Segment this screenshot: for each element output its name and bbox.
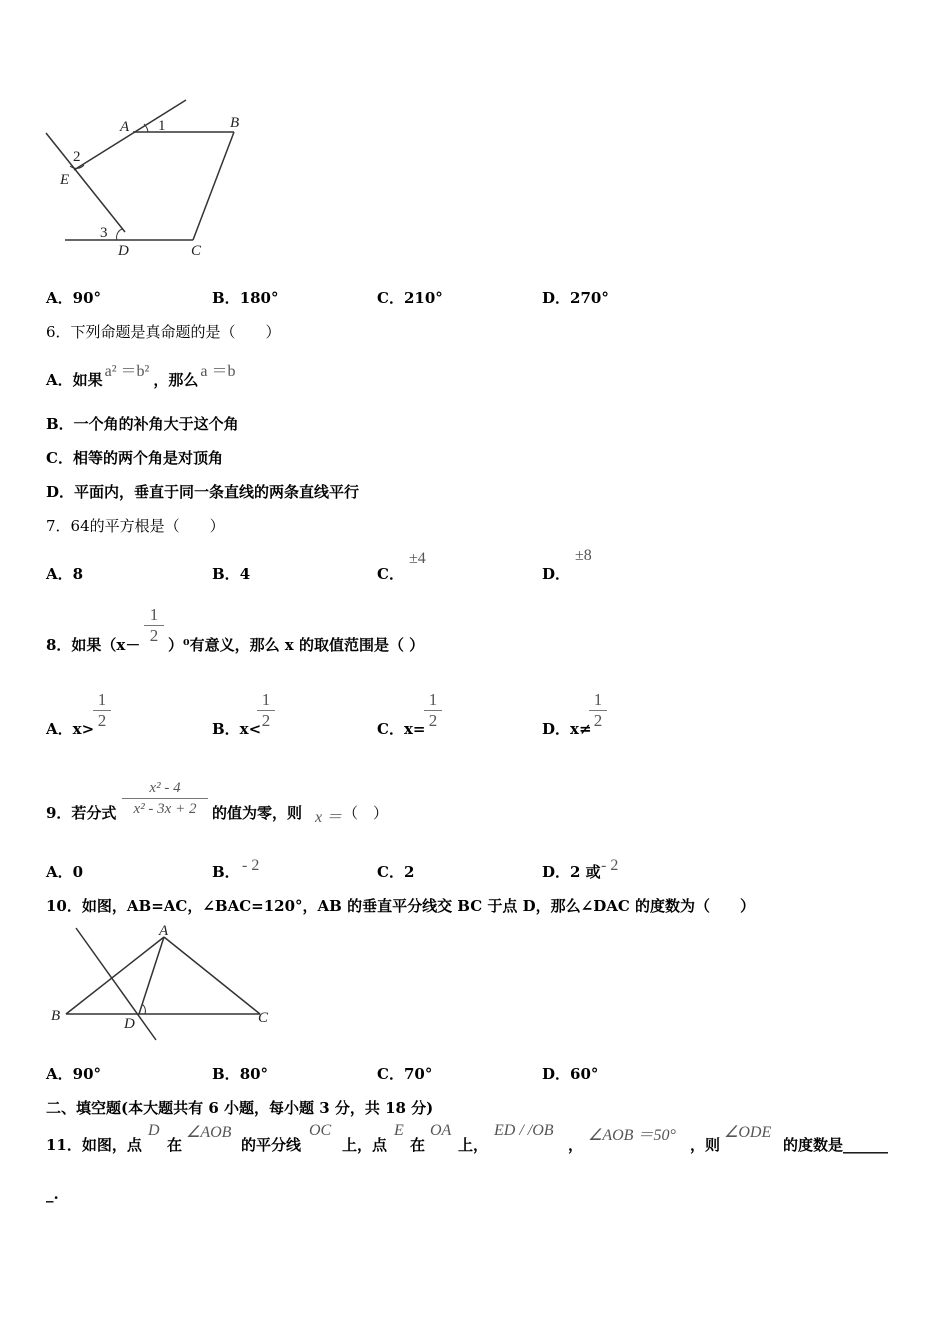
option-text: 8 — [72, 565, 84, 583]
q5-option-c — [377, 287, 443, 308]
q6-option-a-mid: ，那么 — [153, 371, 199, 389]
q9-stem-prefix-text: 9．若分式 — [46, 804, 117, 822]
q9-stem-math: x ＝ — [315, 809, 343, 826]
option-text: 270° — [570, 289, 609, 307]
option-letter: A． — [46, 863, 73, 881]
q11-t4: 上，点 — [342, 1136, 388, 1154]
q11-tail: _. — [46, 1185, 59, 1203]
option-letter: D． — [542, 565, 571, 583]
option-letter: A． — [46, 565, 73, 583]
option-text: 0 — [72, 863, 84, 881]
q6-option-a-math1: a² ＝b² — [104, 363, 150, 380]
q6-option-a-math2: a ＝b — [200, 363, 236, 380]
q11-t3: 的平分线 — [241, 1136, 302, 1154]
q11-m8: ∠ODE — [724, 1124, 772, 1141]
q9-option-b — [212, 861, 240, 882]
q8-stem-suffix — [168, 634, 424, 655]
q9-option-d-math: - 2 — [601, 857, 619, 874]
fraction-denominator: 2 — [97, 711, 107, 730]
q11-t8: ，则 — [690, 1136, 721, 1154]
option-text: 2 — [403, 863, 415, 881]
q6-option-a-prefix: A．如果 — [46, 371, 103, 389]
q8-option-a — [46, 718, 94, 739]
line-ray-b — [74, 100, 186, 170]
option-letter: B． — [212, 565, 240, 583]
figure-quadrilateral — [40, 95, 260, 265]
label-b: B — [230, 115, 240, 131]
q5-option-b — [212, 287, 279, 308]
segment-ad — [139, 937, 164, 1014]
section-title: 二、填空题(本大题共有 6 小题，每小题 3 分，共 18 分) — [46, 1099, 434, 1117]
q11-m1: D — [148, 1122, 160, 1139]
label-angle-1: 1 — [158, 118, 166, 134]
q7-option-d-math: ±8 — [575, 547, 592, 564]
q9-stem-suffix: （ ） — [343, 804, 389, 822]
q11-m6: ED / /OB — [494, 1122, 554, 1139]
option-label: C．x= — [377, 720, 426, 738]
q7-option-d — [542, 563, 570, 584]
option-letter: D． — [542, 863, 571, 881]
q10-option-a — [46, 1063, 101, 1084]
q10-option-b — [212, 1063, 268, 1084]
label-c: C — [258, 1010, 269, 1026]
segment-ba — [66, 937, 164, 1014]
q9-stem-mid — [212, 802, 302, 823]
option-letter: B． — [212, 289, 240, 307]
label-d: D — [124, 1016, 135, 1032]
option-text: 210° — [403, 289, 443, 307]
q9-option-c — [377, 861, 414, 882]
q8-option-a-fraction — [93, 690, 111, 731]
q8-option-d-fraction — [589, 690, 607, 731]
fraction-denominator: 2 — [149, 626, 159, 645]
option-text: 60° — [570, 1065, 599, 1083]
option-letter: C． — [377, 289, 404, 307]
q10-option-d — [542, 1063, 598, 1084]
option-label: A．x> — [46, 720, 95, 738]
q6-option-b: B．一个角的补角大于这个角 — [46, 415, 239, 433]
label-a: A — [120, 119, 130, 135]
q6-option-c: C．相等的两个角是对顶角 — [46, 449, 223, 467]
q11-t2: 在 — [167, 1136, 183, 1154]
fraction-numerator: 1 — [261, 690, 271, 709]
q11-m7: ∠AOB ＝50° — [588, 1127, 676, 1144]
q8-option-c-fraction — [424, 690, 442, 731]
q11-m2: ∠AOB — [186, 1124, 232, 1141]
label-d: D — [118, 243, 129, 259]
q8-option-b — [212, 718, 261, 739]
q5-option-d — [542, 287, 609, 308]
q11-t9: 的度数是______ — [783, 1136, 889, 1154]
fraction-numerator: 1 — [97, 690, 107, 709]
line-ray-a — [46, 133, 125, 232]
arc-angle-3 — [117, 229, 122, 240]
q9-option-d — [542, 861, 601, 882]
q7-stem-text: 7．64的平方根是（ ） — [46, 517, 225, 535]
option-letter: A． — [46, 289, 73, 307]
q9-fraction — [122, 778, 208, 819]
option-letter: D． — [542, 289, 571, 307]
option-letter: C． — [377, 1065, 404, 1083]
fraction-denominator: 2 — [593, 711, 603, 730]
perpendicular-bisector — [76, 928, 156, 1040]
q8-stem-suffix-text: ）⁰有意义，那么 x 的取值范围是（ ） — [168, 636, 425, 654]
option-letter: B． — [212, 1065, 240, 1083]
label-c: C — [191, 243, 202, 259]
q11-t5: 在 — [410, 1136, 426, 1154]
option-text: 90° — [72, 289, 102, 307]
label-angle-2: 2 — [73, 149, 81, 165]
label-angle-3: 3 — [100, 225, 108, 241]
label-a: A — [159, 923, 169, 939]
q10-stem-text: 10．如图，AB=AC，∠BAC=120°，AB 的垂直平分线交 BC 于点 D，那么∠DAC 的度数为（ ） — [46, 897, 756, 915]
q11-t1: 11．如图，点 — [46, 1136, 142, 1154]
q8-option-b-fraction — [257, 690, 275, 731]
q6-stem: 6．下列命题是真命题的是（ ） — [46, 323, 281, 341]
q9-option-a — [46, 861, 83, 882]
figure-triangle — [46, 922, 272, 1044]
option-text: 70° — [403, 1065, 433, 1083]
fraction-denominator: 2 — [428, 711, 438, 730]
q7-option-b — [212, 563, 250, 584]
fraction-numerator: 1 — [593, 690, 603, 709]
label-e: E — [60, 172, 70, 188]
option-text: 4 — [239, 565, 251, 583]
segment-ac — [164, 937, 260, 1014]
q11-t6: 上， — [458, 1136, 489, 1154]
option-letter: B． — [212, 863, 240, 881]
q9-stem-prefix — [46, 802, 116, 823]
q8-option-c — [377, 718, 425, 739]
q6-option-d: D．平面内，垂直于同一条直线的两条直线平行 — [46, 483, 360, 501]
fraction-numerator: 1 — [428, 690, 438, 709]
segment-bc — [193, 132, 234, 240]
option-text: 180° — [239, 289, 279, 307]
q9-option-b-math: - 2 — [242, 857, 260, 874]
fraction-denominator: x² - 3x + 2 — [133, 801, 197, 817]
q11-t7: ， — [568, 1136, 584, 1154]
q9-stem-mid-text: 的值为零，则 — [212, 804, 303, 822]
q8-stem-prefix — [46, 634, 140, 655]
q5-option-a — [46, 287, 101, 308]
option-letter: C． — [377, 863, 404, 881]
option-text: 2 或 — [570, 863, 601, 881]
option-text: 90° — [72, 1065, 102, 1083]
option-label: B．x< — [212, 720, 262, 738]
q11-m4: E — [394, 1122, 404, 1139]
q11-m5: OA — [430, 1122, 452, 1139]
q8-stem-fraction — [144, 605, 164, 646]
q8-option-d — [542, 718, 592, 739]
label-b: B — [51, 1008, 61, 1024]
fraction-numerator: x² - 4 — [149, 780, 181, 796]
fraction-numerator: 1 — [149, 605, 159, 624]
option-letter: C． — [377, 565, 404, 583]
option-letter: D． — [542, 1065, 571, 1083]
q8-stem-prefix-text: 8．如果（x－ — [46, 636, 141, 654]
q11-m3: OC — [309, 1122, 332, 1139]
q7-stem — [46, 515, 225, 536]
option-letter: A． — [46, 1065, 73, 1083]
q7-option-c-math: ±4 — [409, 550, 426, 567]
fraction-denominator: 2 — [261, 711, 271, 730]
q7-option-a — [46, 563, 83, 584]
q6-option-a — [46, 358, 236, 389]
q7-option-c — [377, 563, 404, 584]
option-text: 80° — [239, 1065, 269, 1083]
q10-stem — [46, 895, 755, 916]
option-label: D．x≠ — [542, 720, 592, 738]
q10-option-c — [377, 1063, 432, 1084]
